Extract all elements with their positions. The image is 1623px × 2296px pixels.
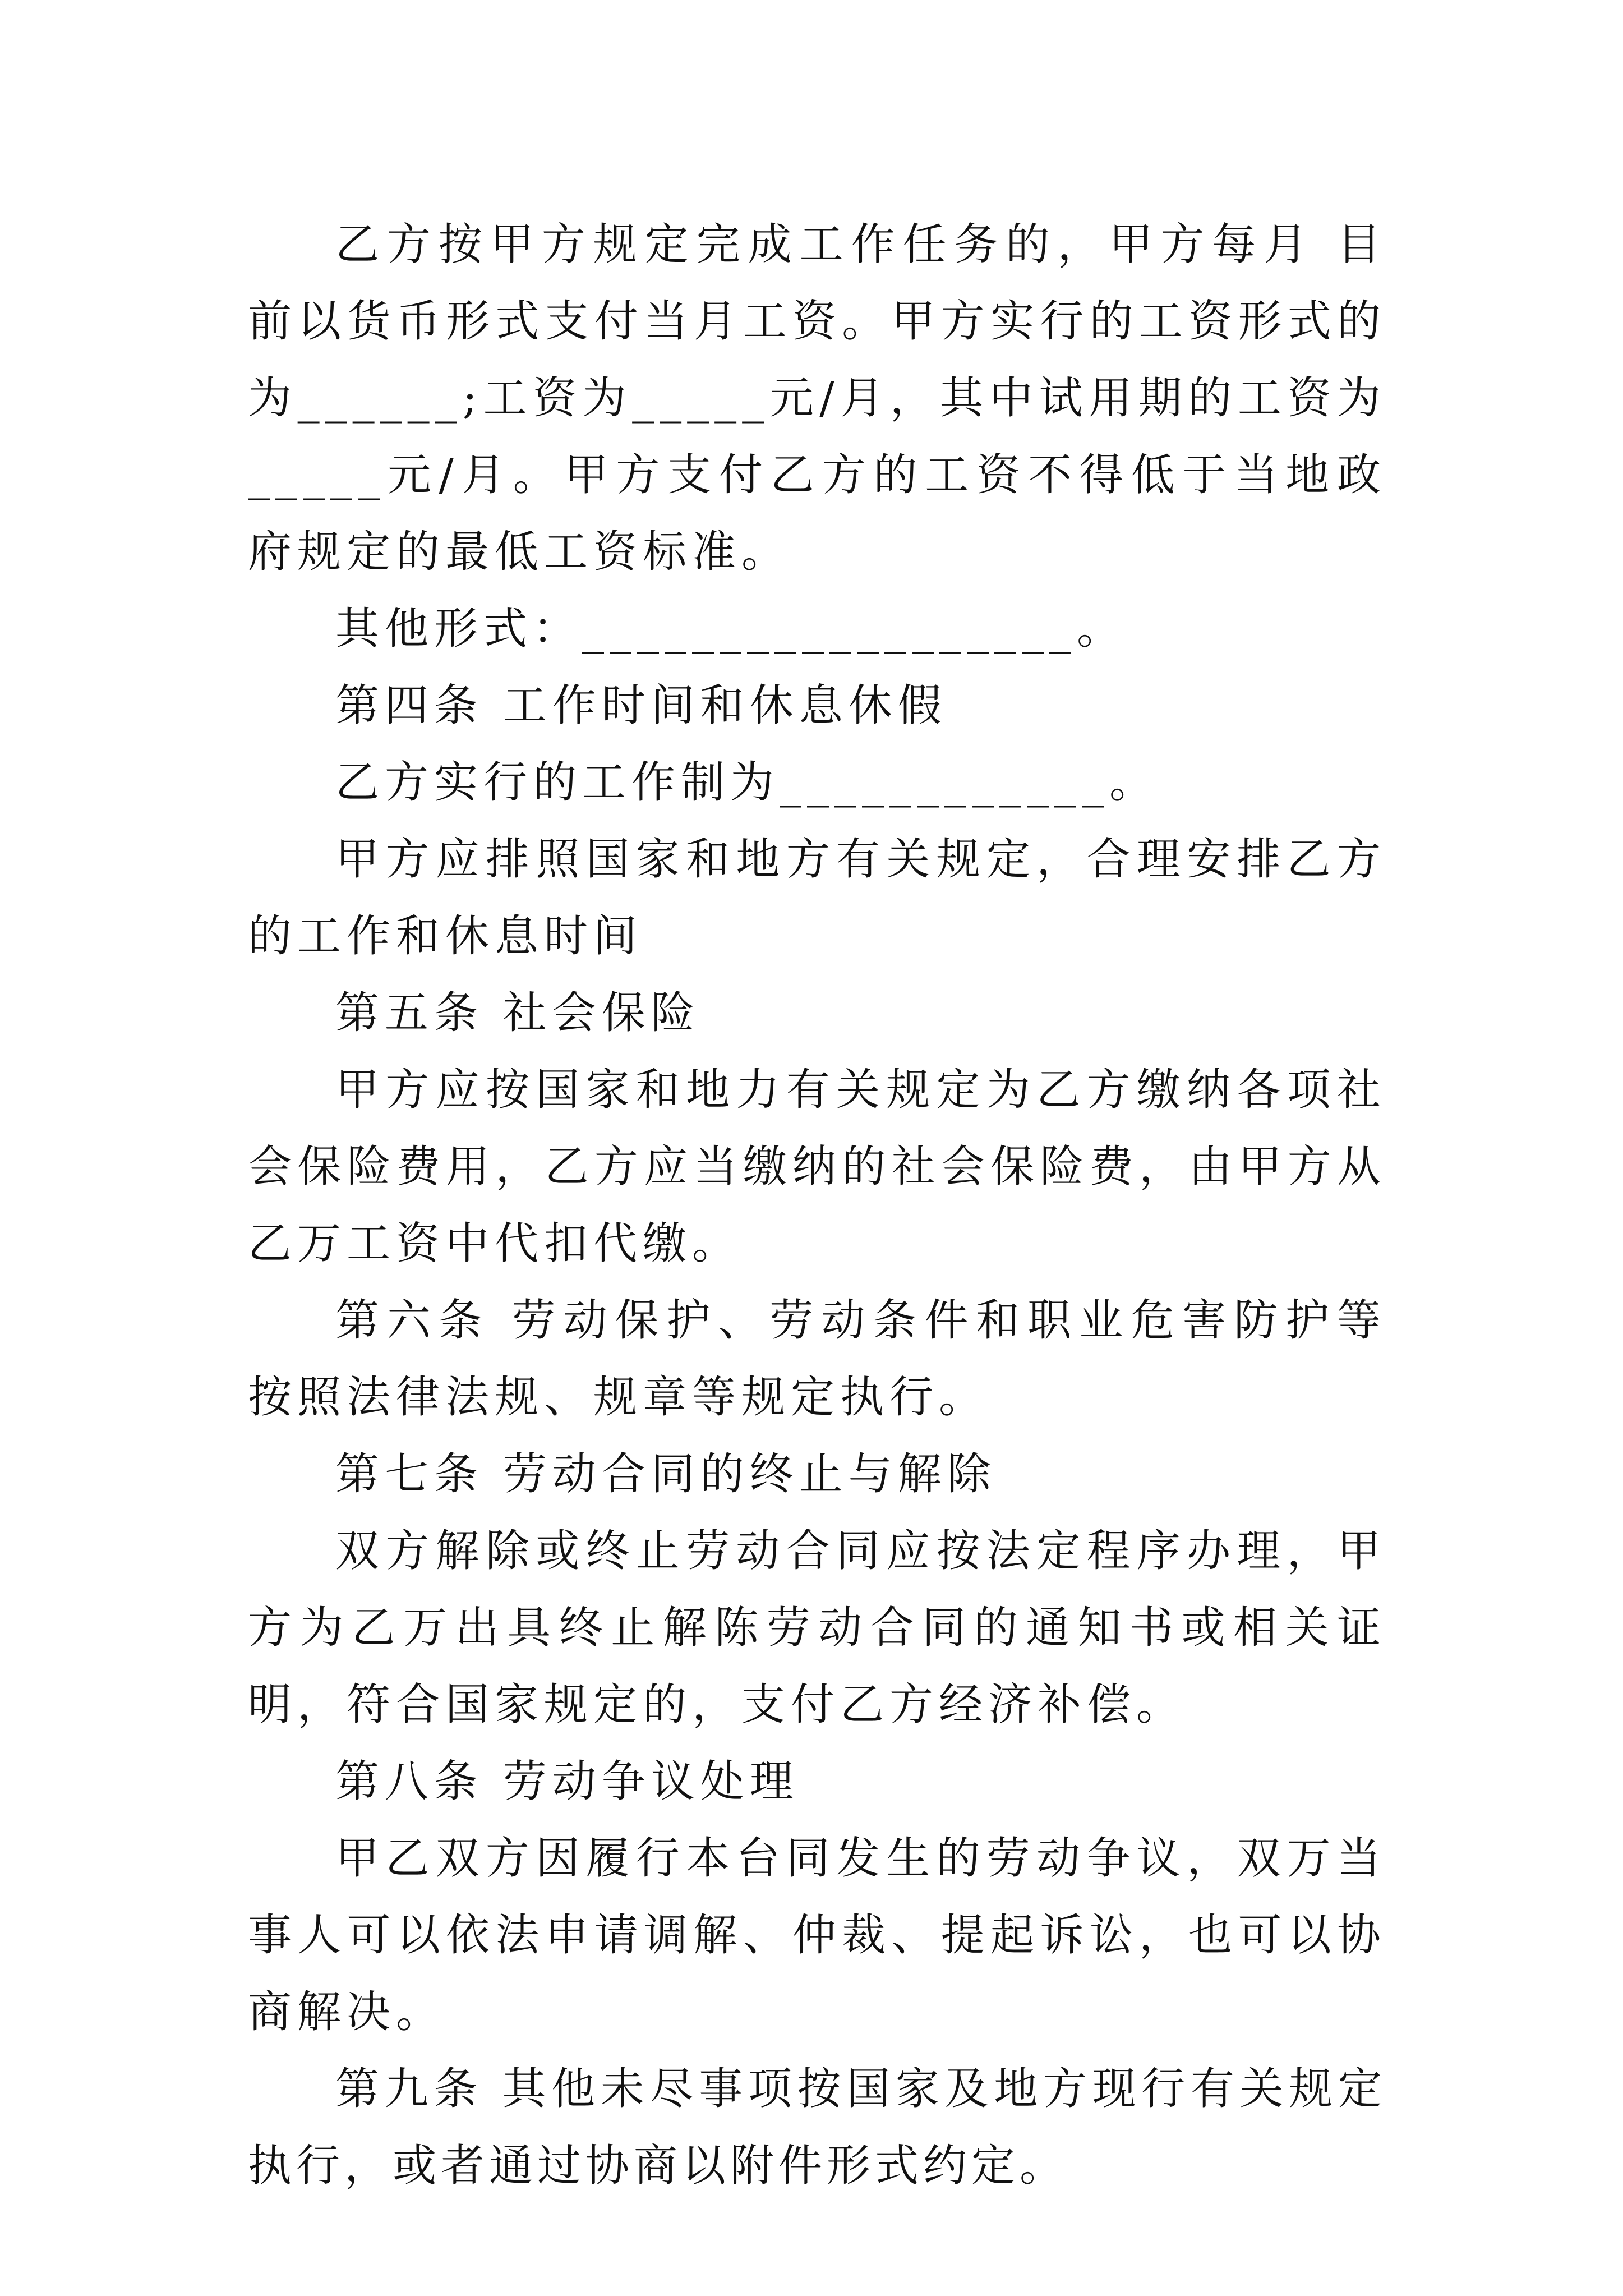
contract-text [248, 206, 1386, 2205]
wage-payment-paragraph: 乙方按甲方规定完成工作任务的，甲方每月 目前以货币形式支付当月工资。甲方实行的工资形式的为______;工资为_____元/月，其中试用期的工资为_____元/月。甲方支付乙方的工资不得低于当地政府规定的最低工资标准。 [248, 219, 1386, 577]
article-4-heading: 第四条 工作时间和休息休假 [335, 680, 947, 731]
article-8-heading: 第八条 劳动争议处理 [335, 1756, 799, 1807]
work-rest-paragraph: 甲方应排照国家和地方有关规定，合理安排乙方的工作和休息时间 [248, 834, 1386, 961]
other-forms-paragraph: 其他形式：__________________。 [335, 604, 1127, 654]
dispute-paragraph: 甲乙双方因履行本台同发生的劳动争议，双万当事人可以依法申请调解、仲裁、提起诉讼，也可以协商解决。 [248, 1833, 1386, 2037]
termination-paragraph: 双方解除或终止劳动合同应按法定程序办理，甲方为乙万出具终止解陈劳动合同的通知书或相关证明，符合国家规定的，支付乙方经济补偿。 [248, 1526, 1386, 1730]
article-5-heading: 第五条 社会保险 [335, 988, 700, 1038]
work-system-paragraph: 乙方实行的工作制为____________。 [335, 757, 1159, 808]
article-6-paragraph: 第六条 劳动保护、劳动条件和职业危害防护等按照法律法规、规章等规定执行。 [248, 1295, 1386, 1423]
social-insurance-paragraph: 甲方应按国家和地力有关规定为乙方缴纳各项社会保险费用，乙方应当缴纳的社会保险费，由甲方从乙万工资中代扣代缴。 [248, 1065, 1386, 1269]
article-9-paragraph: 第九条 其他未尽事项按国家及地方现行有关规定执行，或者通过协商以附件形式约定。 [248, 2064, 1386, 2191]
article-7-heading: 第七条 劳动合同的终止与解除 [335, 1449, 997, 1499]
